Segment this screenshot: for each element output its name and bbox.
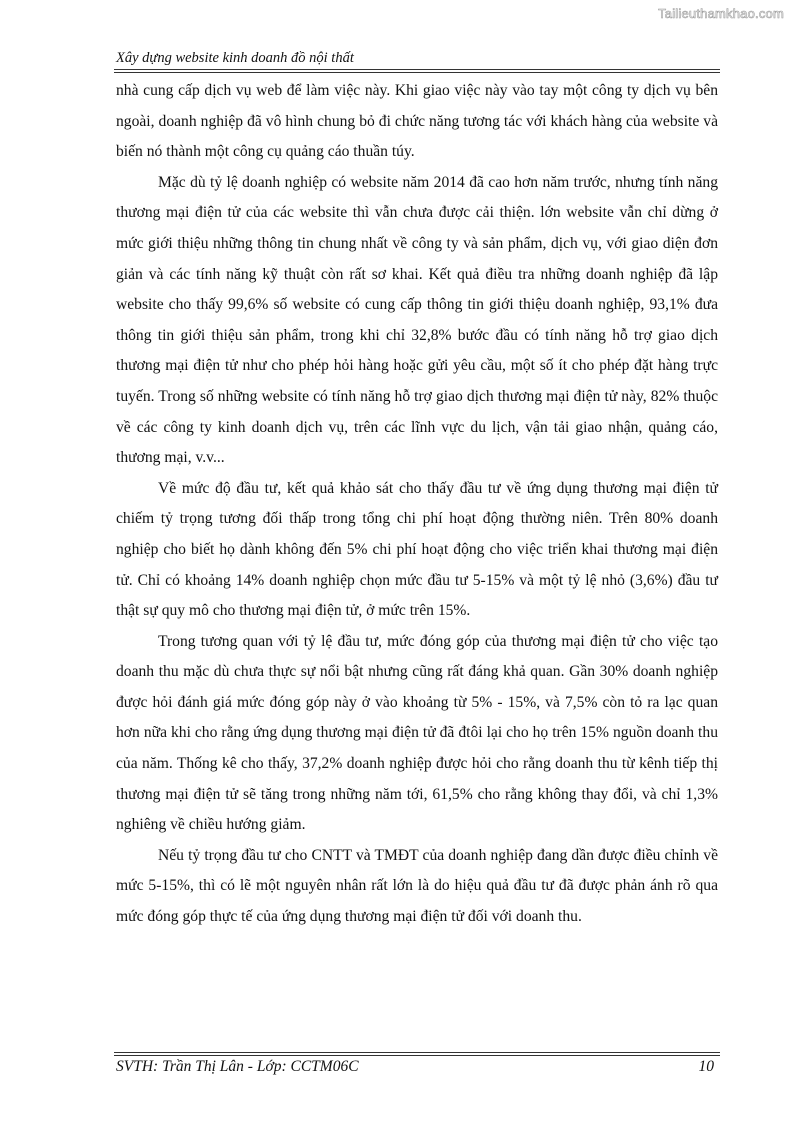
page-header-title: Xây dựng website kinh doanh đồ nội thất — [116, 50, 354, 66]
paragraph-investment-level: Về mức độ đầu tư, kết quả khảo sát cho thấy đầu tư về ứng dụng thương mại điện tử chiếm tỷ trọng tương đối thấp trong tổng chi phí hoạt động thường niên. Trên 80% doanh nghiệp cho biết họ dành không đến 5% chi phí hoạt động cho việc triển khai thương mại điện tử. Chỉ có khoảng 14% doanh nghiệp chọn mức đầu tư 5-15% và một tỷ lệ nhỏ (3,6%) đầu tư thật sự quy mô cho thương mại điện tử, ở mức trên 15%. — [116, 479, 718, 620]
header-divider — [114, 69, 720, 73]
watermark-text: Tailieuthamkhao.com — [658, 6, 784, 21]
paragraph-website-features: Mặc dù tỷ lệ doanh nghiệp có website năm 2014 đã cao hơn năm trước, nhưng tính năng thương mại điện tử của các website thì vẫn chưa được cải thiện. lớn website vẫn chỉ dừng ở mức giới thiệu những thông tin chung nhất về công ty và sản phẩm, dịch vụ, với giao diện đơn giản và các tính năng kỹ thuật còn rất sơ khai. Kết quả điều tra những doanh nghiệp đã lập website cho thấy 99,6% số website có cung cấp thông tin giới thiệu doanh nghiệp, 93,1% đưa thông tin giới thiệu sản phẩm, trong khi chỉ 32,8% bước đầu có tính năng hỗ trợ giao dịch thương mại điện tử như cho phép hỏi hàng hoặc gửi yêu cầu, một số ít cho phép đặt hàng trực tuyến. Trong số những website có tính năng hỗ trợ giao dịch thương mại điện tử này, 82% thuộc về các công ty kinh doanh dịch vụ, trên các lĩnh vực du lịch, vận tải giao nhận, quảng cáo, thương mại, v.v... — [116, 173, 718, 467]
paragraph-continuation: nhà cung cấp dịch vụ web để làm việc này. Khi giao việc này vào tay một công ty dịch vụ bên ngoài, doanh nghiệp đã vô hình chung bỏ đi chức năng tương tác với khách hàng của website và biến nó thành một công cụ quảng cáo thuần túy. — [116, 82, 718, 161]
page-number: 10 — [698, 1058, 714, 1075]
paragraph-revenue-contribution: Trong tương quan với tỷ lệ đầu tư, mức đóng góp của thương mại điện tử cho việc tạo doanh thu mặc dù chưa thực sự nổi bật nhưng cũng rất đáng khả quan. Gần 30% doanh nghiệp được hỏi đánh giá mức đóng góp này ở vào khoảng từ 5% - 15%, và 7,5% còn tỏ ra lạc quan hơn nữa khi cho rằng ứng dụng thương mại điện tử đã đtôi lại cho họ trên 15% nguồn doanh thu của năm. Thống kê cho thấy, 37,2% doanh nghiệp được hỏi cho rằng doanh thu từ kênh tiếp thị thương mại điện tử sẽ tăng trong những năm tới, 61,5% cho rằng không thay đổi, và chỉ 1,3% nghiêng về chiều hướng giảm. — [116, 632, 718, 834]
footer-author: SVTH: Trần Thị Lân - Lớp: CCTM06C — [116, 1058, 359, 1075]
document-body — [116, 76, 718, 933]
page-footer — [116, 1056, 714, 1078]
paragraph-investment-conclusion: Nếu tỷ trọng đầu tư cho CNTT và TMĐT của doanh nghiệp đang dần được điều chỉnh về mức 5-15%, thì có lẽ một nguyên nhân rất lớn là do hiệu quả đầu tư đã được phản ánh rõ qua mức đóng góp thực tế của ứng dụng thương mại điện tử đối với doanh thu. — [116, 846, 718, 926]
